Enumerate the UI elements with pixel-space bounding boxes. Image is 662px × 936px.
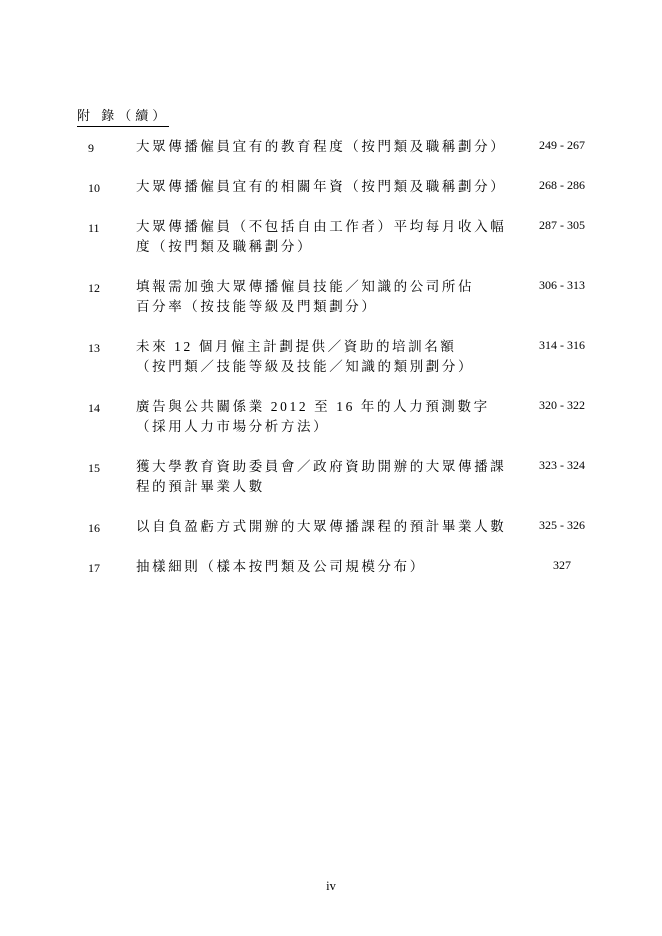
entry-page-range: 306 - 313 (539, 278, 585, 292)
entry-description-line: 大眾傳播僱員宜有的相關年資（按門類及職稱劃分） (136, 179, 507, 194)
entry-description (136, 337, 516, 377)
entry-description-line: 抽樣細則（樣本按門類及公司規模分布） (136, 559, 426, 574)
entry-page-range: 325 - 326 (539, 518, 585, 532)
entry-page-range: 249 - 267 (539, 138, 585, 152)
entry-number: 15 (88, 461, 100, 475)
entry-description-line: （按門類／技能等級及技能／知識的類別劃分） (136, 359, 475, 374)
entry-description (136, 397, 516, 437)
entry-description (136, 277, 516, 317)
entry-number: 17 (88, 561, 100, 575)
entry-description-line: 廣告與公共關係業 2012 至 16 年的人力預測數字 (136, 399, 490, 414)
entry-page-range: 287 - 305 (539, 218, 585, 232)
entry-description-line: 未來 12 個月僱主計劃提供／資助的培訓名額 (136, 339, 457, 354)
entry-number: 13 (88, 341, 100, 355)
entry-description (136, 137, 516, 157)
entry-description (136, 557, 516, 577)
entry-page-range: 323 - 324 (539, 458, 585, 472)
entry-description (136, 457, 516, 497)
entry-description-line: 度（按門類及職稱劃分） (136, 239, 314, 254)
entry-description-line: 程的預計畢業人數 (136, 479, 265, 494)
entry-number: 11 (88, 221, 100, 235)
page-number: iv (326, 879, 336, 893)
entry-description (136, 517, 516, 537)
entry-description (136, 177, 516, 197)
entry-number: 10 (88, 181, 100, 195)
entry-description-line: 獲大學教育資助委員會／政府資助開辦的大眾傳播課 (136, 459, 507, 474)
entry-page-range: 327 (553, 558, 571, 572)
entry-description (136, 217, 516, 257)
entry-number: 14 (88, 401, 100, 415)
entry-page-range: 320 - 322 (539, 398, 585, 412)
entry-description-line: 百分率（按技能等級及門類劃分） (136, 299, 378, 314)
entry-description-line: （採用人力市場分析方法） (136, 419, 330, 434)
entry-description-line: 填報需加強大眾傳播僱員技能／知識的公司所佔 (136, 279, 475, 294)
entry-number: 16 (88, 521, 100, 535)
entry-number: 9 (88, 141, 94, 155)
appendix-heading: 附 錄（續） (77, 107, 169, 127)
entry-description-line: 以自負盈虧方式開辦的大眾傳播課程的預計畢業人數 (136, 519, 507, 534)
entry-description-line: 大眾傳播僱員宜有的教育程度（按門類及職稱劃分） (136, 139, 507, 154)
entry-description-line: 大眾傳播僱員（不包括自由工作者）平均每月收入幅 (136, 219, 507, 234)
entry-page-range: 314 - 316 (539, 338, 585, 352)
entry-number: 12 (88, 281, 100, 295)
entry-page-range: 268 - 286 (539, 178, 585, 192)
